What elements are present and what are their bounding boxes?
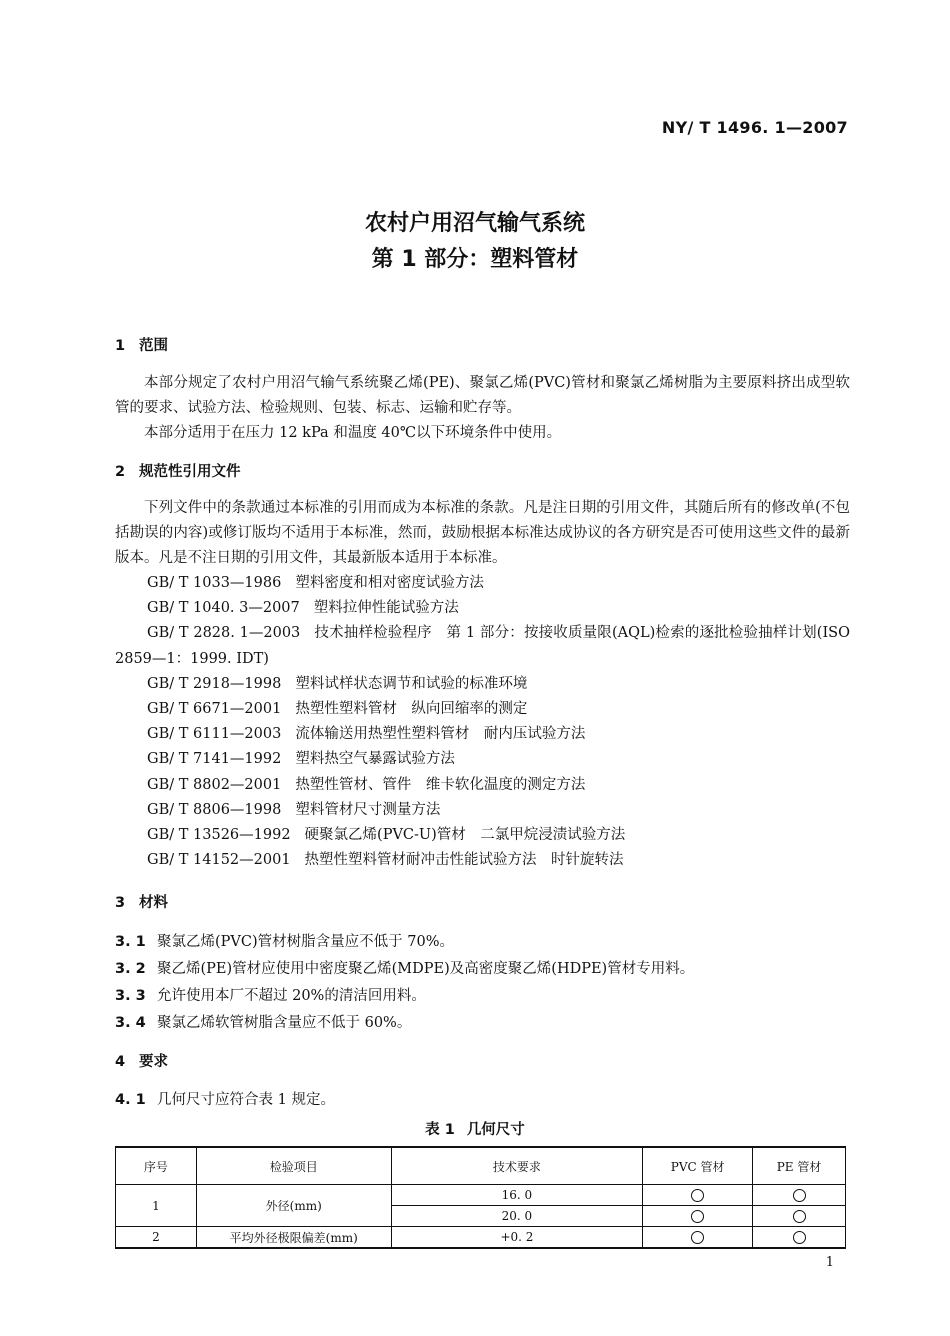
reference-title: 热塑性管材、管件 维卡软化温度的测定方法 bbox=[295, 776, 586, 793]
reference-title: 塑料密度和相对密度试验方法 bbox=[295, 575, 484, 591]
clause-text: 聚乙烯(PE)管材应使用中密度聚乙烯(MDPE)及高密度聚乙烯(HDPE)管材专用料。 bbox=[157, 961, 695, 977]
section-title: 范围 bbox=[139, 338, 168, 354]
section-heading-scope bbox=[115, 334, 168, 355]
scope-paragraph-2: 本部分适用于在压力 12 kPa 和温度 40℃以下环境条件中使用。 bbox=[144, 425, 562, 441]
reference-title: 热塑性塑料管材耐冲击性能试验方法 时针旋转法 bbox=[304, 852, 624, 869]
reference-item bbox=[115, 722, 850, 747]
column-header: PE 管材 bbox=[753, 1147, 846, 1185]
reference-code: GB/ T 6671—2001 bbox=[147, 701, 282, 718]
pvc-applicable bbox=[643, 1206, 753, 1227]
reference-title: 塑料管材尺寸测量方法 bbox=[295, 801, 441, 818]
reference-code: GB/ T 1033—1986 bbox=[147, 575, 282, 591]
table-caption-label: 表 1 bbox=[425, 1122, 455, 1138]
table-caption bbox=[0, 1118, 950, 1139]
applicable-circle-icon bbox=[691, 1189, 704, 1202]
reference-title: 塑料拉伸性能试验方法 bbox=[313, 600, 459, 617]
clause-3-4 bbox=[115, 1011, 411, 1032]
references-intro-paragraph: 下列文件中的条款通过本标准的引用而成为本标准的条款。凡是注日期的引用文件，其随后所有的修改单(不包括勘误的内容)或修订版均不适用于本标准，然而，鼓励根据本标准达成协议的各方研究是否可使用这些文件的最新版本。凡是不注日期的引用文件，其最新版本适用于本标准。 bbox=[115, 500, 850, 566]
table-header-row bbox=[116, 1147, 846, 1185]
page-number: 1 bbox=[825, 1255, 834, 1270]
pvc-applicable bbox=[643, 1227, 753, 1249]
clause-3-1 bbox=[115, 930, 454, 951]
reference-item bbox=[115, 697, 850, 722]
clause-3-2 bbox=[115, 957, 694, 978]
test-item: 外径(mm) bbox=[196, 1185, 391, 1227]
clause-text: 允许使用本厂不超过 20%的清洁回用料。 bbox=[157, 988, 426, 1004]
reference-list bbox=[115, 571, 850, 873]
table-row bbox=[116, 1185, 846, 1206]
clause-text: 聚氯乙烯软管树脂含量应不低于 60%。 bbox=[157, 1015, 412, 1031]
test-item: 平均外径极限偏差(mm) bbox=[196, 1227, 391, 1249]
clause-4-1 bbox=[115, 1088, 335, 1109]
clause-number: 3. 4 bbox=[115, 1015, 146, 1031]
reference-code: GB/ T 7141—1992 bbox=[147, 751, 282, 768]
clause-number: 3. 1 bbox=[115, 934, 146, 950]
applicable-circle-icon bbox=[691, 1210, 704, 1223]
geometry-table bbox=[115, 1146, 846, 1249]
section-title: 要求 bbox=[139, 1054, 168, 1070]
reference-item bbox=[115, 747, 850, 772]
section-heading-normative-references bbox=[115, 460, 241, 481]
section-title: 材料 bbox=[139, 895, 168, 911]
reference-code: GB/ T 14152—2001 bbox=[147, 852, 291, 869]
reference-code: GB/ T 1040. 3—2007 bbox=[147, 600, 300, 617]
requirement-value: 20. 0 bbox=[391, 1206, 643, 1227]
section-number: 4 bbox=[115, 1054, 126, 1070]
reference-title: 硬聚氯乙烯(PVC-U)管材 二氯甲烷浸渍试验方法 bbox=[304, 827, 626, 844]
applicable-circle-icon bbox=[793, 1189, 806, 1202]
reference-item bbox=[115, 823, 850, 848]
table-row bbox=[116, 1227, 846, 1249]
document-code: NY/ T 1496. 1—2007 bbox=[661, 118, 848, 137]
reference-code: GB/ T 8802—2001 bbox=[147, 776, 282, 793]
clause-number: 4. 1 bbox=[115, 1092, 146, 1108]
clause-3-3 bbox=[115, 984, 426, 1005]
section-heading-materials bbox=[115, 891, 168, 912]
table-caption-title: 几何尺寸 bbox=[466, 1122, 525, 1138]
row-number: 1 bbox=[116, 1185, 197, 1227]
reference-title: 塑料试样状态调节和试验的标准环境 bbox=[295, 675, 528, 692]
scope-paragraph-1: 本部分规定了农村户用沼气输气系统聚乙烯(PE)、聚氯乙烯(PVC)管材和聚氯乙烯树脂为主要原料挤出成型软管的要求、试验方法、检验规则、包装、标志、运输和贮存等。 bbox=[115, 375, 850, 416]
applicable-circle-icon bbox=[793, 1231, 806, 1244]
reference-item bbox=[115, 773, 850, 798]
pe-applicable bbox=[753, 1227, 846, 1249]
clause-number: 3. 3 bbox=[115, 988, 146, 1004]
reference-title: 流体输送用热塑性塑料管材 耐内压试验方法 bbox=[295, 726, 586, 743]
column-header: 检验项目 bbox=[196, 1147, 391, 1185]
reference-item bbox=[115, 848, 850, 873]
applicable-circle-icon bbox=[793, 1210, 806, 1223]
applicable-circle-icon bbox=[691, 1231, 704, 1244]
reference-item bbox=[115, 798, 850, 823]
reference-item bbox=[115, 672, 850, 697]
reference-item bbox=[115, 571, 850, 596]
column-header: 技术要求 bbox=[391, 1147, 643, 1185]
pe-applicable bbox=[753, 1206, 846, 1227]
reference-item bbox=[115, 596, 850, 621]
document-title: 农村户用沼气输气系统 bbox=[364, 211, 585, 236]
pvc-applicable bbox=[643, 1185, 753, 1206]
reference-code: GB/ T 6111—2003 bbox=[147, 726, 282, 743]
requirement-value: +0. 2 bbox=[391, 1227, 643, 1249]
reference-title: 塑料热空气暴露试验方法 bbox=[295, 751, 455, 768]
column-header: 序号 bbox=[116, 1147, 197, 1185]
row-number: 2 bbox=[116, 1227, 197, 1249]
reference-code: GB/ T 13526—1992 bbox=[147, 827, 291, 844]
clause-text: 聚氯乙烯(PVC)管材树脂含量应不低于 70%。 bbox=[157, 934, 454, 950]
section-heading-requirements bbox=[115, 1050, 168, 1071]
reference-code: GB/ T 8806—1998 bbox=[147, 801, 282, 818]
section-number: 2 bbox=[115, 464, 126, 480]
document-subtitle: 第 1 部分：塑料管材 bbox=[371, 247, 579, 272]
pe-applicable bbox=[753, 1185, 846, 1206]
reference-item bbox=[115, 621, 850, 671]
section-title: 规范性引用文件 bbox=[139, 464, 241, 480]
section-number: 3 bbox=[115, 895, 126, 911]
reference-code: GB/ T 2828. 1—2003 bbox=[147, 625, 301, 642]
reference-code: GB/ T 2918—1998 bbox=[147, 675, 282, 692]
requirement-value: 16. 0 bbox=[391, 1185, 643, 1206]
clause-text: 几何尺寸应符合表 1 规定。 bbox=[157, 1092, 335, 1108]
column-header: PVC 管材 bbox=[643, 1147, 753, 1185]
section-number: 1 bbox=[115, 338, 126, 354]
reference-title: 热塑性塑料管材 纵向回缩率的测定 bbox=[295, 701, 528, 718]
clause-number: 3. 2 bbox=[115, 961, 146, 977]
reference-title: 技术抽样检验程序 第 1 部分：按接收质量限(AQL)检索的逐批检验抽样计划(ISO 2859—1：1999. IDT) bbox=[115, 625, 851, 667]
